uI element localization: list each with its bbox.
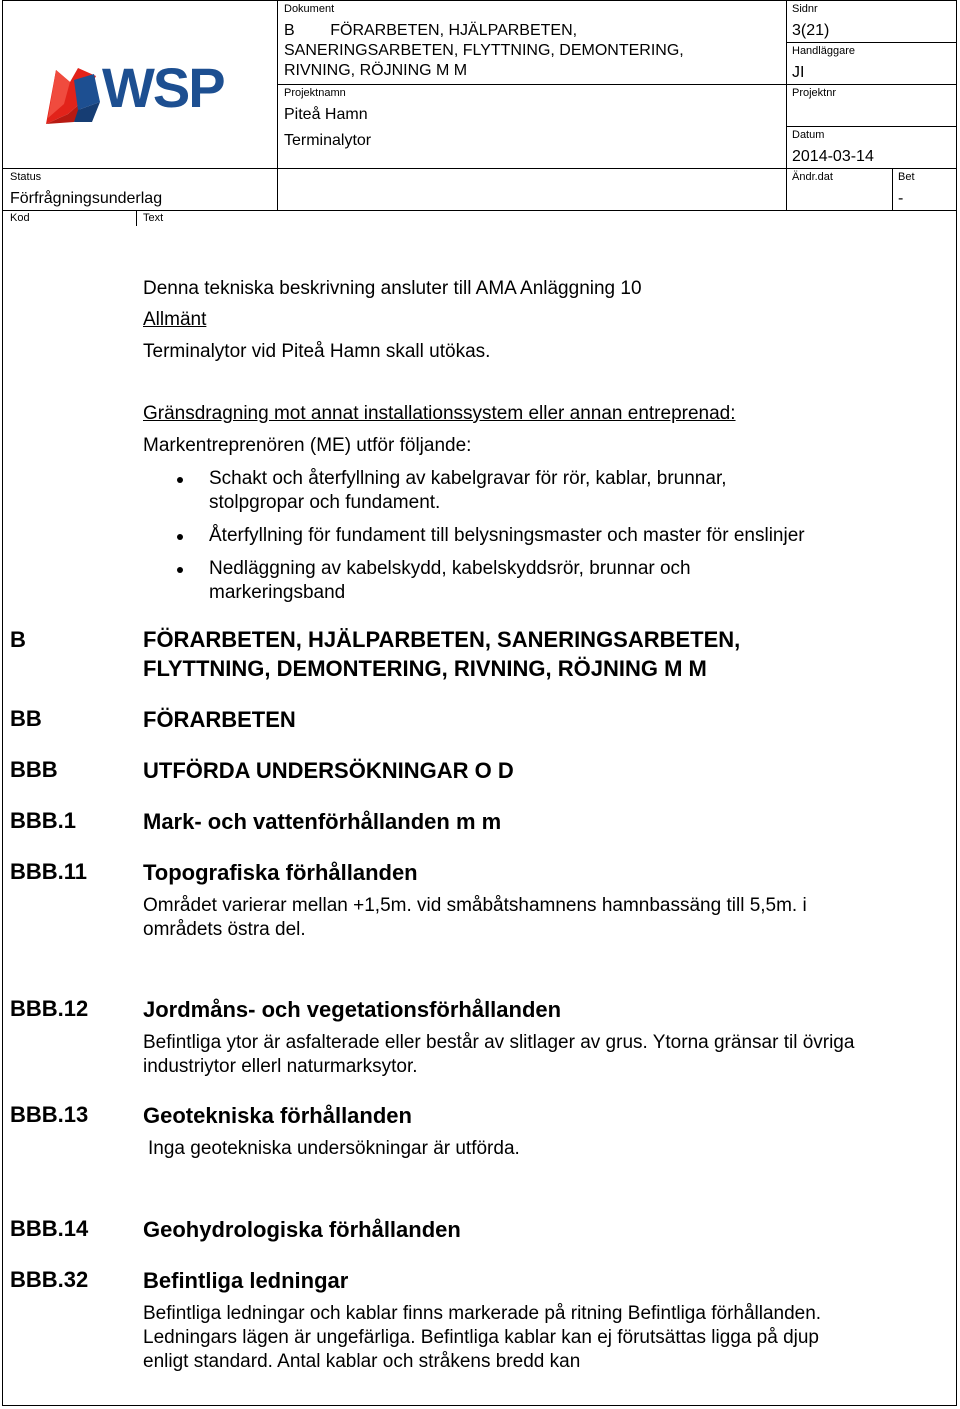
- section-text: Inga geotekniska undersökningar är utförda.: [148, 1138, 520, 1159]
- kod-label: Kod: [10, 212, 30, 224]
- header-divider: [892, 168, 893, 210]
- bet-label: Bet: [898, 171, 915, 183]
- kod-divider: [136, 210, 137, 226]
- section-title: Mark- och vattenförhållanden m m: [143, 809, 502, 834]
- section-title: UTFÖRDA UNDERSÖKNINGAR O D: [143, 758, 514, 783]
- datum-value: 2014-03-14: [792, 148, 874, 165]
- header-divider: [277, 0, 278, 210]
- sidnr-label: Sidnr: [792, 3, 818, 15]
- status-label: Status: [10, 171, 42, 183]
- section-code: BBB.11: [10, 859, 88, 884]
- section-code: BB: [10, 706, 42, 731]
- section-text: Befintliga ytor är asfalterade eller består av slitlager av grus. Ytorna gränsar til övriga industriytor ellerl naturmarksytor.: [143, 1032, 855, 1077]
- header-divider: [786, 42, 957, 43]
- header-divider: [277, 84, 957, 85]
- datum-label: Datum: [792, 129, 825, 141]
- ama-line: Denna tekniska beskrivning ansluter till AMA Anläggning 10: [143, 278, 642, 299]
- scope-bullet-list: [143, 467, 863, 605]
- section-code: B: [10, 627, 26, 652]
- bullet-icon: [177, 567, 183, 573]
- projektnamn-line1: Piteå Hamn: [284, 106, 368, 123]
- section-title: FÖRARBETEN: [143, 707, 296, 732]
- dokument-title-line3: RIVNING, RÖJNING M M: [284, 62, 468, 79]
- section-text: Området varierar mellan +1,5m. vid småbåtshamnens hamnbassäng till 5,5m. i områdets östra del.: [143, 895, 807, 940]
- dokument-title-line2: SANERINGSARBETEN, FLYTTNING, DEMONTERING,: [284, 42, 684, 59]
- allmant-heading: Allmänt: [143, 309, 207, 330]
- dokument-title-line1: B FÖRARBETEN, HJÄLPARBETEN,: [284, 22, 578, 39]
- section-title: Jordmåns- och vegetationsförhållanden: [143, 997, 562, 1022]
- section-code: BBB.14: [10, 1216, 89, 1241]
- wsp-logo-text: WSP: [102, 56, 224, 119]
- bullet-icon: [177, 477, 183, 483]
- handlaggare-label: Handläggare: [792, 45, 855, 57]
- terminal-line: Terminalytor vid Piteå Hamn skall utökas.: [143, 341, 491, 362]
- sidnr-value: 3(21): [792, 22, 830, 39]
- list-item: [143, 557, 749, 605]
- section-text: Befintliga ledningar och kablar finns markerade på ritning Befintliga förhållanden. Ledningars lägen är ungefärliga. Befintliga kablar kan ej förutsättas ligga på djup enligt standard. Antal kablar och stråkens bredd kan: [143, 1303, 822, 1372]
- section-code: BBB.1: [10, 808, 77, 833]
- markentreprenor-line: Markentreprenören (ME) utför följande:: [143, 435, 472, 456]
- andrdat-label: Ändr.dat: [792, 171, 833, 183]
- bet-value: -: [898, 190, 904, 207]
- gransdragning-heading: Gränsdragning mot annat installationssystem eller annan entreprenad:: [143, 403, 736, 424]
- section-title: Topografiska förhållanden: [143, 860, 418, 885]
- bullet-icon: [177, 534, 183, 540]
- projektnamn-line2: Terminalytor: [284, 132, 372, 149]
- section-title: Befintliga ledningar: [143, 1268, 349, 1293]
- section-code: BBB.32: [10, 1267, 89, 1292]
- text-label: Text: [143, 212, 164, 224]
- handlaggare-value: JI: [792, 64, 805, 81]
- section-code: BBB: [10, 757, 58, 782]
- projektnamn-label: Projektnamn: [284, 87, 346, 99]
- projektnr-label: Projektnr: [792, 87, 837, 99]
- bullet-text: Schakt och återfyllning av kabelgravar för rör, kablar, brunnar, stolpgropar och fundament.: [209, 468, 727, 513]
- dokument-label: Dokument: [284, 3, 335, 15]
- section-title: FÖRARBETEN, HJÄLPARBETEN, SANERINGSARBETEN, FLYTTNING, DEMONTERING, RIVNING, RÖJNING M M: [143, 627, 741, 681]
- header-divider: [786, 126, 957, 127]
- section-title: Geohydrologiska förhållanden: [143, 1217, 461, 1242]
- header-divider: [786, 0, 787, 210]
- list-item: [143, 467, 779, 515]
- section-code: BBB.13: [10, 1102, 89, 1127]
- bullet-text: Nedläggning av kabelskydd, kabelskyddsrör, brunnar och markeringsband: [209, 558, 691, 603]
- section-title: Geotekniska förhållanden: [143, 1103, 412, 1128]
- list-item: [143, 524, 863, 548]
- status-value: Förfrågningsunderlag: [10, 190, 163, 207]
- header-divider: [2, 210, 957, 211]
- section-code: BBB.12: [10, 996, 89, 1021]
- header-divider: [2, 168, 957, 169]
- bullet-text: Återfyllning för fundament till belysningsmaster och master för enslinjer: [209, 525, 805, 546]
